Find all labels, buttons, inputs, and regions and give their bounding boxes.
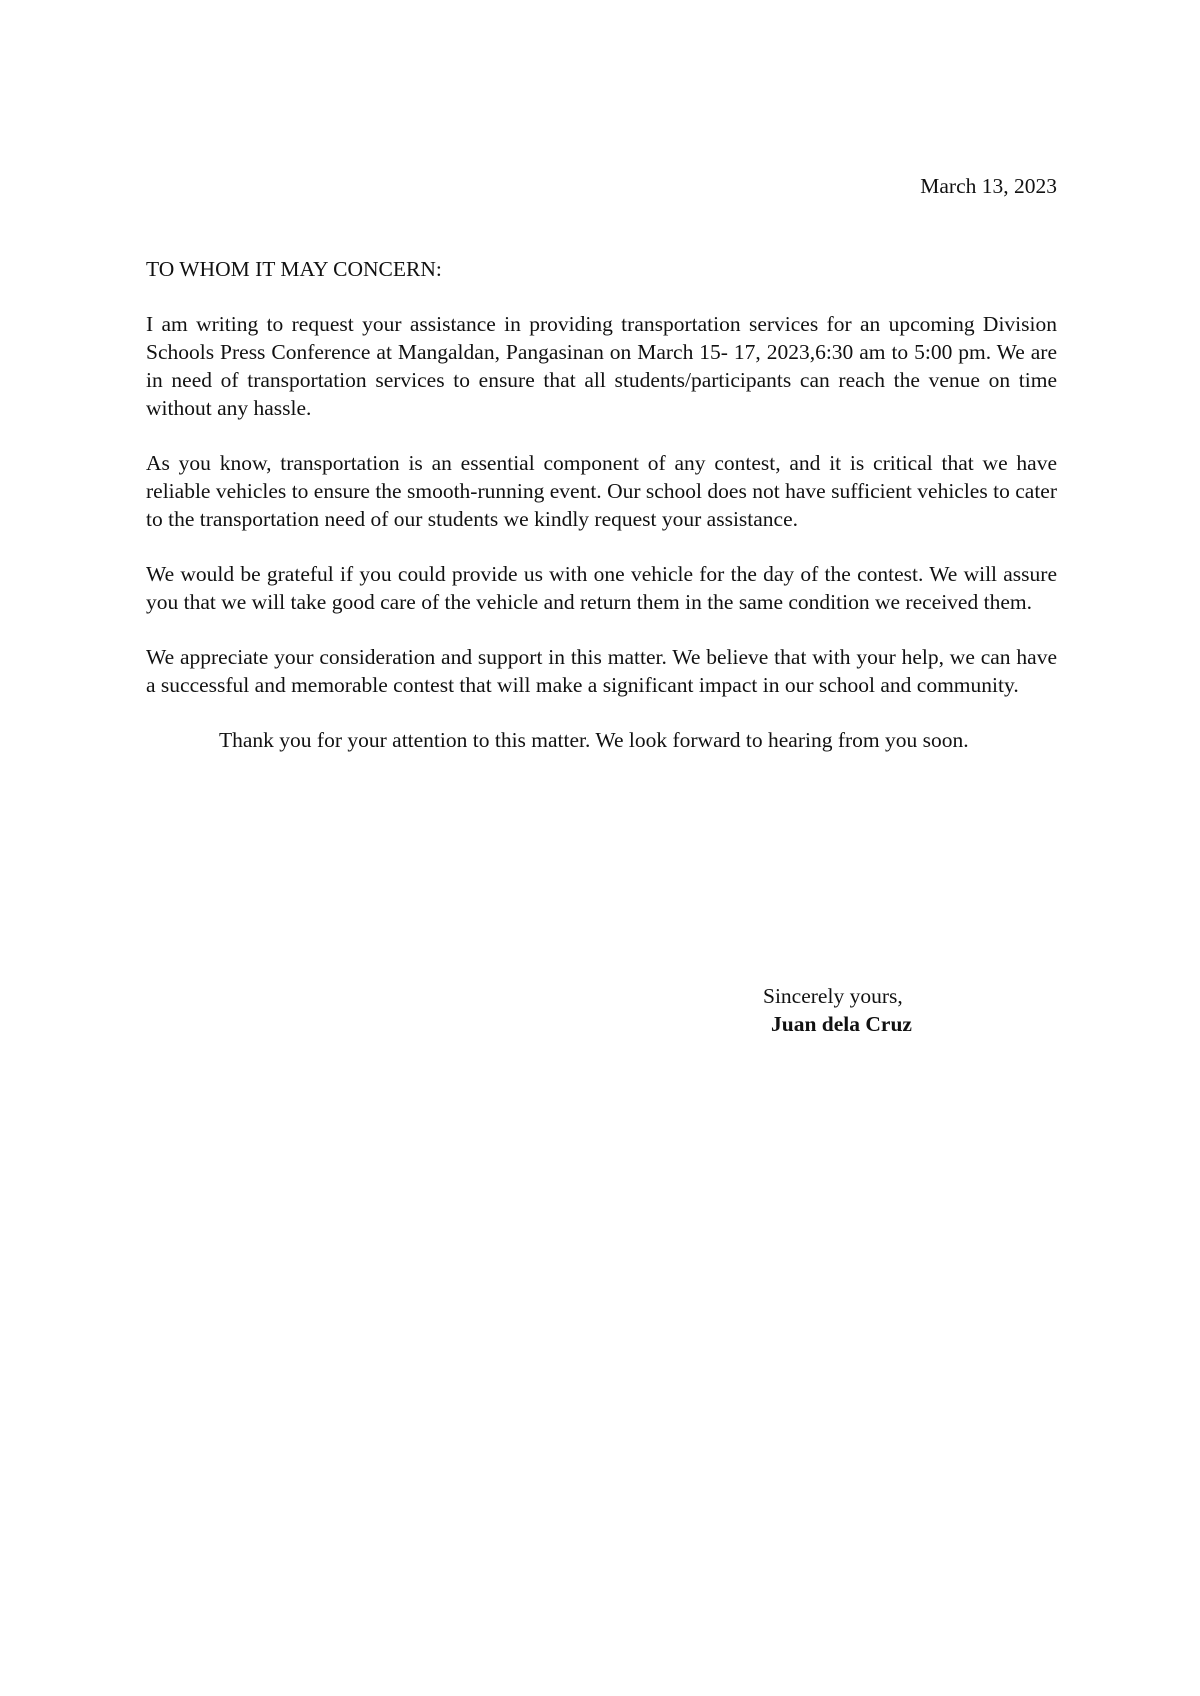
paragraph-appreciation: We appreciate your consideration and support in this matter. We believe that with your help, we can have a successful and memorable contest that will make a significant impact in our school and community. [146, 645, 1057, 697]
closing-phrase: Sincerely yours, [763, 984, 903, 1008]
paragraph-thanks: Thank you for your attention to this matter. We look forward to hearing from you soon. [219, 728, 969, 752]
letter-date: March 13, 2023 [920, 174, 1057, 198]
salutation: TO WHOM IT MAY CONCERN: [146, 257, 442, 281]
signer-name: Juan dela Cruz [771, 1012, 912, 1036]
paragraph-need: As you know, transportation is an essential component of any contest, and it is critical that we have reliable vehicles to ensure the smooth-running event. Our school does not have sufficient vehicles to cater to the transportation need of our students we kindly request your assistance. [146, 451, 1057, 531]
paragraph-request: I am writing to request your assistance in providing transportation services for an upcoming Division Schools Press Conference at Mangaldan, Pangasinan on March 15- 17, 2023,6:30 am to 5:00 pm. We are in need of transportation services to ensure that all students/participants can reach the venue on time without any hassle. [146, 312, 1057, 420]
paragraph-vehicle: We would be grateful if you could provide us with one vehicle for the day of the contest. We will assure you that we will take good care of the vehicle and return them in the same condition we received them. [146, 562, 1057, 614]
letter-body [146, 255, 1057, 781]
closing-block [763, 982, 912, 1038]
